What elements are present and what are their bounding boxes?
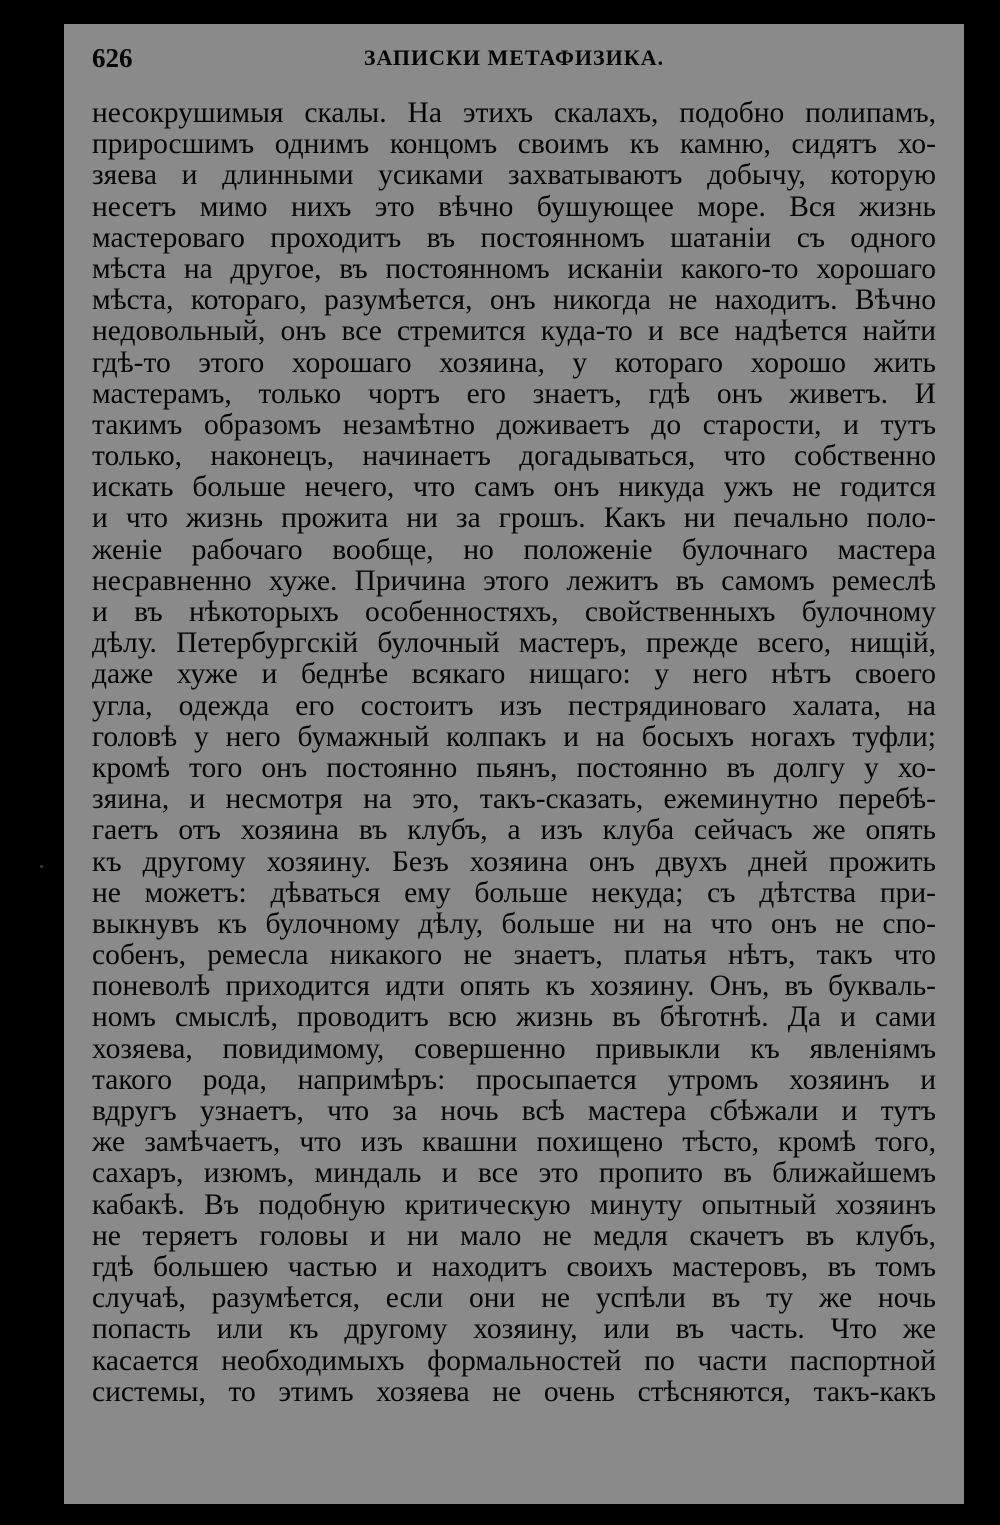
text-line: зяина, и несмотря на это, такъ-сказать, ежеминутно перебѣ- — [92, 783, 936, 816]
text-line: къ другому хозяину. Безъ хозяина онъ двухъ дней прожить — [92, 845, 936, 878]
text-line: вдругъ узнаетъ, что за ночь всѣ мастера сбѣжали и тутъ — [92, 1095, 936, 1127]
text-line: касается необходимыхъ формальностей по части паспортной — [92, 1344, 936, 1377]
text-line: искать больше нечего, что самъ онъ никуда ужъ не годится — [92, 471, 936, 504]
text-line: гдѣ большею частью и находитъ своихъ мастеровъ, въ томъ — [92, 1250, 936, 1283]
text-line: поневолѣ приходится идти опять къ хозяину. Онъ, въ букваль- — [92, 970, 936, 1003]
page-number: 626 — [92, 43, 133, 73]
text-line: системы, то этимъ хозяева не очень стѣсняются, такъ-какъ — [92, 1375, 936, 1408]
text-line: приросшимъ однимъ концомъ своимъ къ камню, сидятъ хо- — [92, 128, 936, 161]
text-line: несетъ мимо нихъ это вѣчно бушующее море. Вся жизнь — [92, 190, 936, 223]
text-line: несокрушимыя скалы. На этихъ скалахъ, подобно полипамъ, — [92, 97, 936, 129]
text-line: случаѣ, разумѣется, если они не успѣли въ ту же ночь — [92, 1282, 936, 1315]
body-text — [92, 98, 936, 1408]
text-line: дѣлу. Петербургскій булочный мастеръ, прежде всего, нищій, — [92, 627, 936, 660]
text-line: мастерамъ, только чортъ его знаетъ, гдѣ онъ живетъ. И — [92, 377, 936, 410]
text-line: собенъ, ремесла никакого не знаетъ, платья нѣтъ, такъ что — [92, 939, 936, 972]
ink-speck — [40, 865, 43, 868]
text-line: и что жизнь прожита ни за грошъ. Какъ ни печально поло- — [92, 502, 936, 535]
text-line: несравненно хуже. Причина этого лежитъ въ самомъ ремеслѣ — [92, 564, 936, 597]
text-line: хозяева, повидимому, совершенно привыкли къ явленіямъ — [92, 1032, 936, 1065]
text-line: не можетъ: дѣваться ему больше некуда; съ дѣтства при- — [92, 876, 936, 909]
text-line: мѣста на другое, въ постоянномъ исканіи какого-то хорошаго — [92, 252, 936, 285]
text-line: только, наконецъ, начинаетъ догадываться, что собственно — [92, 440, 936, 473]
text-line: попасть или къ другому хозяину, или въ часть. Что же — [92, 1313, 936, 1346]
text-line: женіе рабочаго вообще, но положеніе булочнаго мастера — [92, 533, 936, 566]
running-title: ЗАПИСКИ МЕТАФИЗИКА. — [363, 45, 665, 70]
text-line: кромѣ того онъ постоянно пьянъ, постоянно въ долгу у хо- — [92, 751, 936, 784]
text-line: номъ смыслѣ, проводитъ всю жизнь въ бѣготнѣ. Да и сами — [92, 1001, 936, 1034]
page-header — [92, 40, 936, 80]
text-line: гдѣ-то этого хорошаго хозяина, у котораго хорошо жить — [92, 346, 936, 379]
text-line: угла, одежда его состоитъ изъ пестрядиноваго халата, на — [92, 689, 936, 722]
text-line: мѣста, котораго, разумѣется, онъ никогда не находитъ. Вѣчно — [92, 284, 936, 317]
text-line: кабакѣ. Въ подобную критическую минуту опытный хозяинъ — [92, 1188, 936, 1221]
text-line: и въ нѣкоторыхъ особенностяхъ, свойственныхъ булочному — [92, 596, 936, 628]
text-line: недовольный, онъ все стремится куда-то и все надѣется найти — [92, 315, 936, 348]
text-line: такимъ образомъ незамѣтно доживаетъ до старости, и тутъ — [92, 408, 936, 441]
text-line: мастероваго проходитъ въ постоянномъ шатаніи съ одного — [92, 221, 936, 254]
text-line: сахаръ, изюмъ, миндаль и все это пропито въ ближайшемъ — [92, 1157, 936, 1190]
text-line: гаетъ отъ хозяина въ клубъ, а изъ клуба сейчасъ же опять — [92, 814, 936, 847]
text-line: головѣ у него бумажный колпакъ и на босыхъ ногахъ туфли; — [92, 720, 936, 753]
text-line: такого рода, напримѣръ: просыпается утромъ хозяинъ и — [92, 1063, 936, 1096]
text-line: же замѣчаетъ, что изъ квашни похищено тѣсто, кромѣ того, — [92, 1126, 936, 1159]
text-line: не теряетъ головы и ни мало не медля скачетъ въ клубъ, — [92, 1219, 936, 1252]
text-line: зяева и длинными усиками захватываютъ добычу, которую — [92, 159, 936, 192]
text-line: выкнувъ къ булочному дѣлу, больше ни на что онъ не спо- — [92, 907, 936, 940]
text-line: даже хуже и беднѣе всякаго нищаго: у него нѣтъ своего — [92, 658, 936, 691]
